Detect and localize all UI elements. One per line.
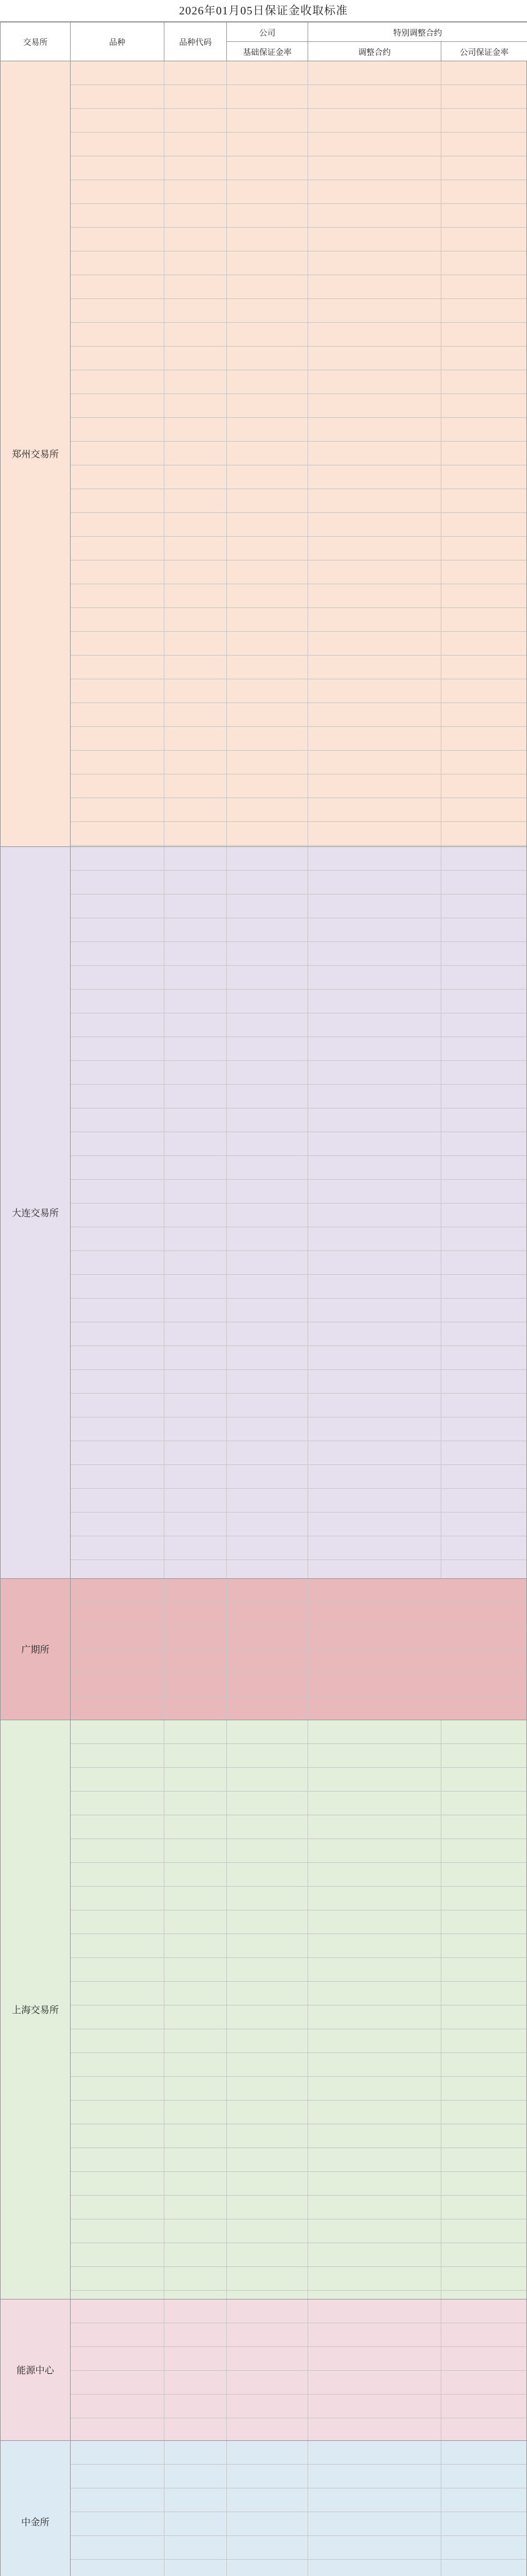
exchange-block-ine	[0, 2300, 527, 2441]
exchange-rows	[71, 847, 526, 1578]
exchange-rows	[71, 1720, 526, 2299]
header-exchange: 交易所	[1, 23, 71, 61]
exchange-block-gfe	[0, 1579, 527, 1720]
header-company-group: 公司	[227, 23, 308, 42]
exchange-rows	[71, 2300, 526, 2440]
header-company-margin: 公司保证金率	[441, 42, 527, 61]
exchange-label: 广期所	[1, 1579, 71, 1720]
header-special-group: 特别调整合约	[308, 23, 527, 42]
exchange-rows	[71, 2441, 526, 2576]
exchange-label: 大连交易所	[1, 847, 71, 1578]
exchange-block-cffex	[0, 2441, 527, 2576]
exchange-block-shfe	[0, 1720, 527, 2300]
exchange-rows	[71, 1579, 526, 1720]
exchange-label: 郑州交易所	[1, 61, 71, 846]
exchange-label: 能源中心	[1, 2300, 71, 2440]
header-table	[0, 22, 527, 61]
exchange-block-dce	[0, 847, 527, 1579]
exchange-label: 上海交易所	[1, 1720, 71, 2299]
header-adjusted-contract: 调整合约	[308, 42, 441, 61]
exchange-label: 中金所	[1, 2441, 71, 2576]
exchange-rows	[71, 61, 526, 846]
exchange-block-zce	[0, 61, 527, 847]
header-base-margin: 基础保证金率	[227, 42, 308, 61]
header-product: 品种	[71, 23, 164, 61]
page-title: 2026年01月05日保证金收取标准	[0, 0, 527, 22]
header-code: 品种代码	[164, 23, 227, 61]
